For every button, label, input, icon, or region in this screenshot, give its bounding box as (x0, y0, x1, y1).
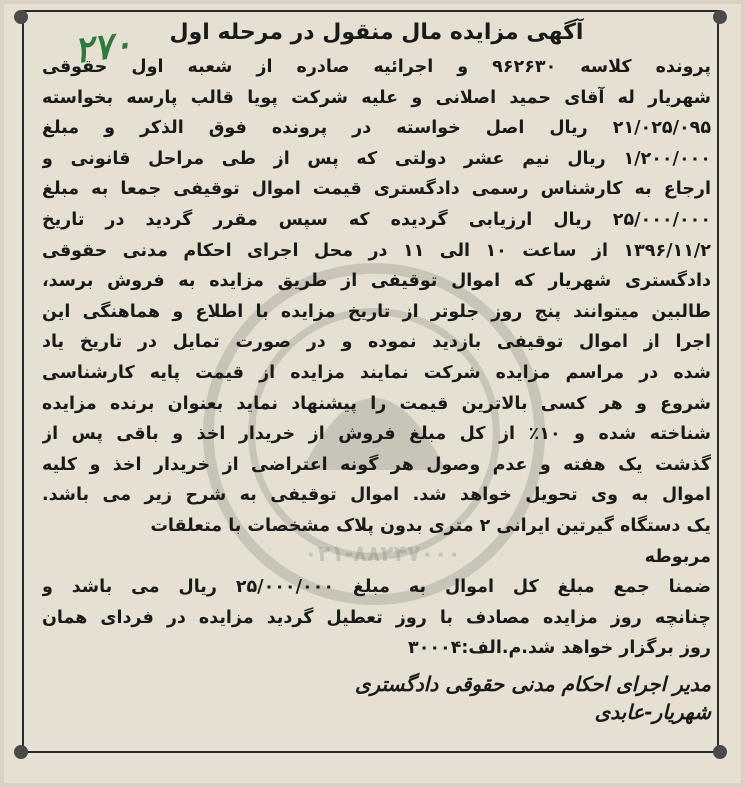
text-line: ۱/۲۰۰/۰۰۰ ریال نیم عشر دولتی که پس از طی مراحل قانونی و (42, 148, 711, 169)
text-line: اجرا از اموال توقیفی بازدید نموده و در صورت تمایل در تاریخ یاد (42, 332, 711, 353)
text-line: ۲۱/۰۲۵/۰۹۵ ریال اصل خواسته در پرونده فوق الذکر و مبلغ (42, 118, 711, 139)
text-line: مربوطه (644, 546, 711, 567)
text-line: ۲۵/۰۰۰/۰۰۰ ریال ارزیابی گردیده که سپس مقرر گردید در تاریخ (42, 209, 711, 230)
text-line: طالبین میتوانند پنج روز جلوتر از تاریخ مزایده با اطلاع و هماهنگی این (42, 301, 711, 322)
text-line: یک دستگاه گیرتین ایرانی ۲ متری بدون پلاک مشخصات با متعلقات (150, 515, 711, 536)
notice-title: آگهی مزایده مال منقول در مرحله اول (169, 20, 584, 45)
corner-ornament (713, 10, 727, 24)
text-line: اموال به وی تحویل خواهد شد. اموال توقیفی به شرح زیر می باشد. (42, 485, 711, 506)
text-line: شهریار له آقای حمید اصلانی و علیه شرکت پویا قالب پارسه بخواسته (42, 87, 711, 108)
text-line: پرونده کلاسه ۹۶۲۶۳۰ و اجرائیه صادره از شعبه اول حقوقی (42, 57, 711, 77)
signature-name: شهریار-عابدی (594, 699, 711, 724)
text-line: شده در مراسم مزایده شرکت نمایند مزایده از قیمت پایه کارشناسی (42, 362, 711, 383)
text-line: چنانچه روز مزایده مصادف با روز تعطیل گردید مزایده در فردای همان (42, 607, 711, 628)
text-line: گذشت یک هفته و عدم وصول هر گونه اعتراضی از خریدار اخذ و کلیه (42, 454, 711, 475)
text-line: ۱۳۹۶/۱۱/۲ از ساعت ۱۰ الی ۱۱ در محل اجرای احکام مدنی حقوقی (42, 240, 711, 261)
newspaper-clipping (4, 4, 741, 783)
notice-text (42, 52, 711, 664)
text-line: شناخته شده و ۱۰٪ از کل مبلغ فروش از خریدار اخذ و باقی پس از (42, 424, 711, 445)
corner-ornament (14, 745, 28, 759)
text-line: شروع و هر کسی بالاترین قیمت را پیشنهاد نماید بعنوان برنده مزایده (42, 393, 711, 414)
text-line: ضمنا جمع مبلغ کل اموال به مبلغ ۲۵/۰۰۰/۰۰۰ ریال می باشد و (42, 577, 711, 598)
handwritten-number: ۲۷۰ (71, 22, 135, 72)
text-line: ارجاع به کارشناس رسمی دادگستری قیمت اموال توقیفی جمعا به مبلغ (42, 179, 711, 200)
watermark-phone: ۰۲۱-۸۸۲۴۷۰۰۰ (304, 542, 461, 567)
corner-ornament (14, 10, 28, 24)
text-line: روز برگزار خواهد شد.م.الف:۳۰۰۰۴ (408, 638, 711, 659)
signature-title: مدیر اجرای احکام مدنی حقوقی دادگستری (354, 671, 711, 696)
text-line: دادگستری شهریار که اموال توقیفی از طریق مزایده به فروش برسد، (42, 271, 711, 292)
corner-ornament (713, 745, 727, 759)
notice-body (42, 18, 711, 728)
